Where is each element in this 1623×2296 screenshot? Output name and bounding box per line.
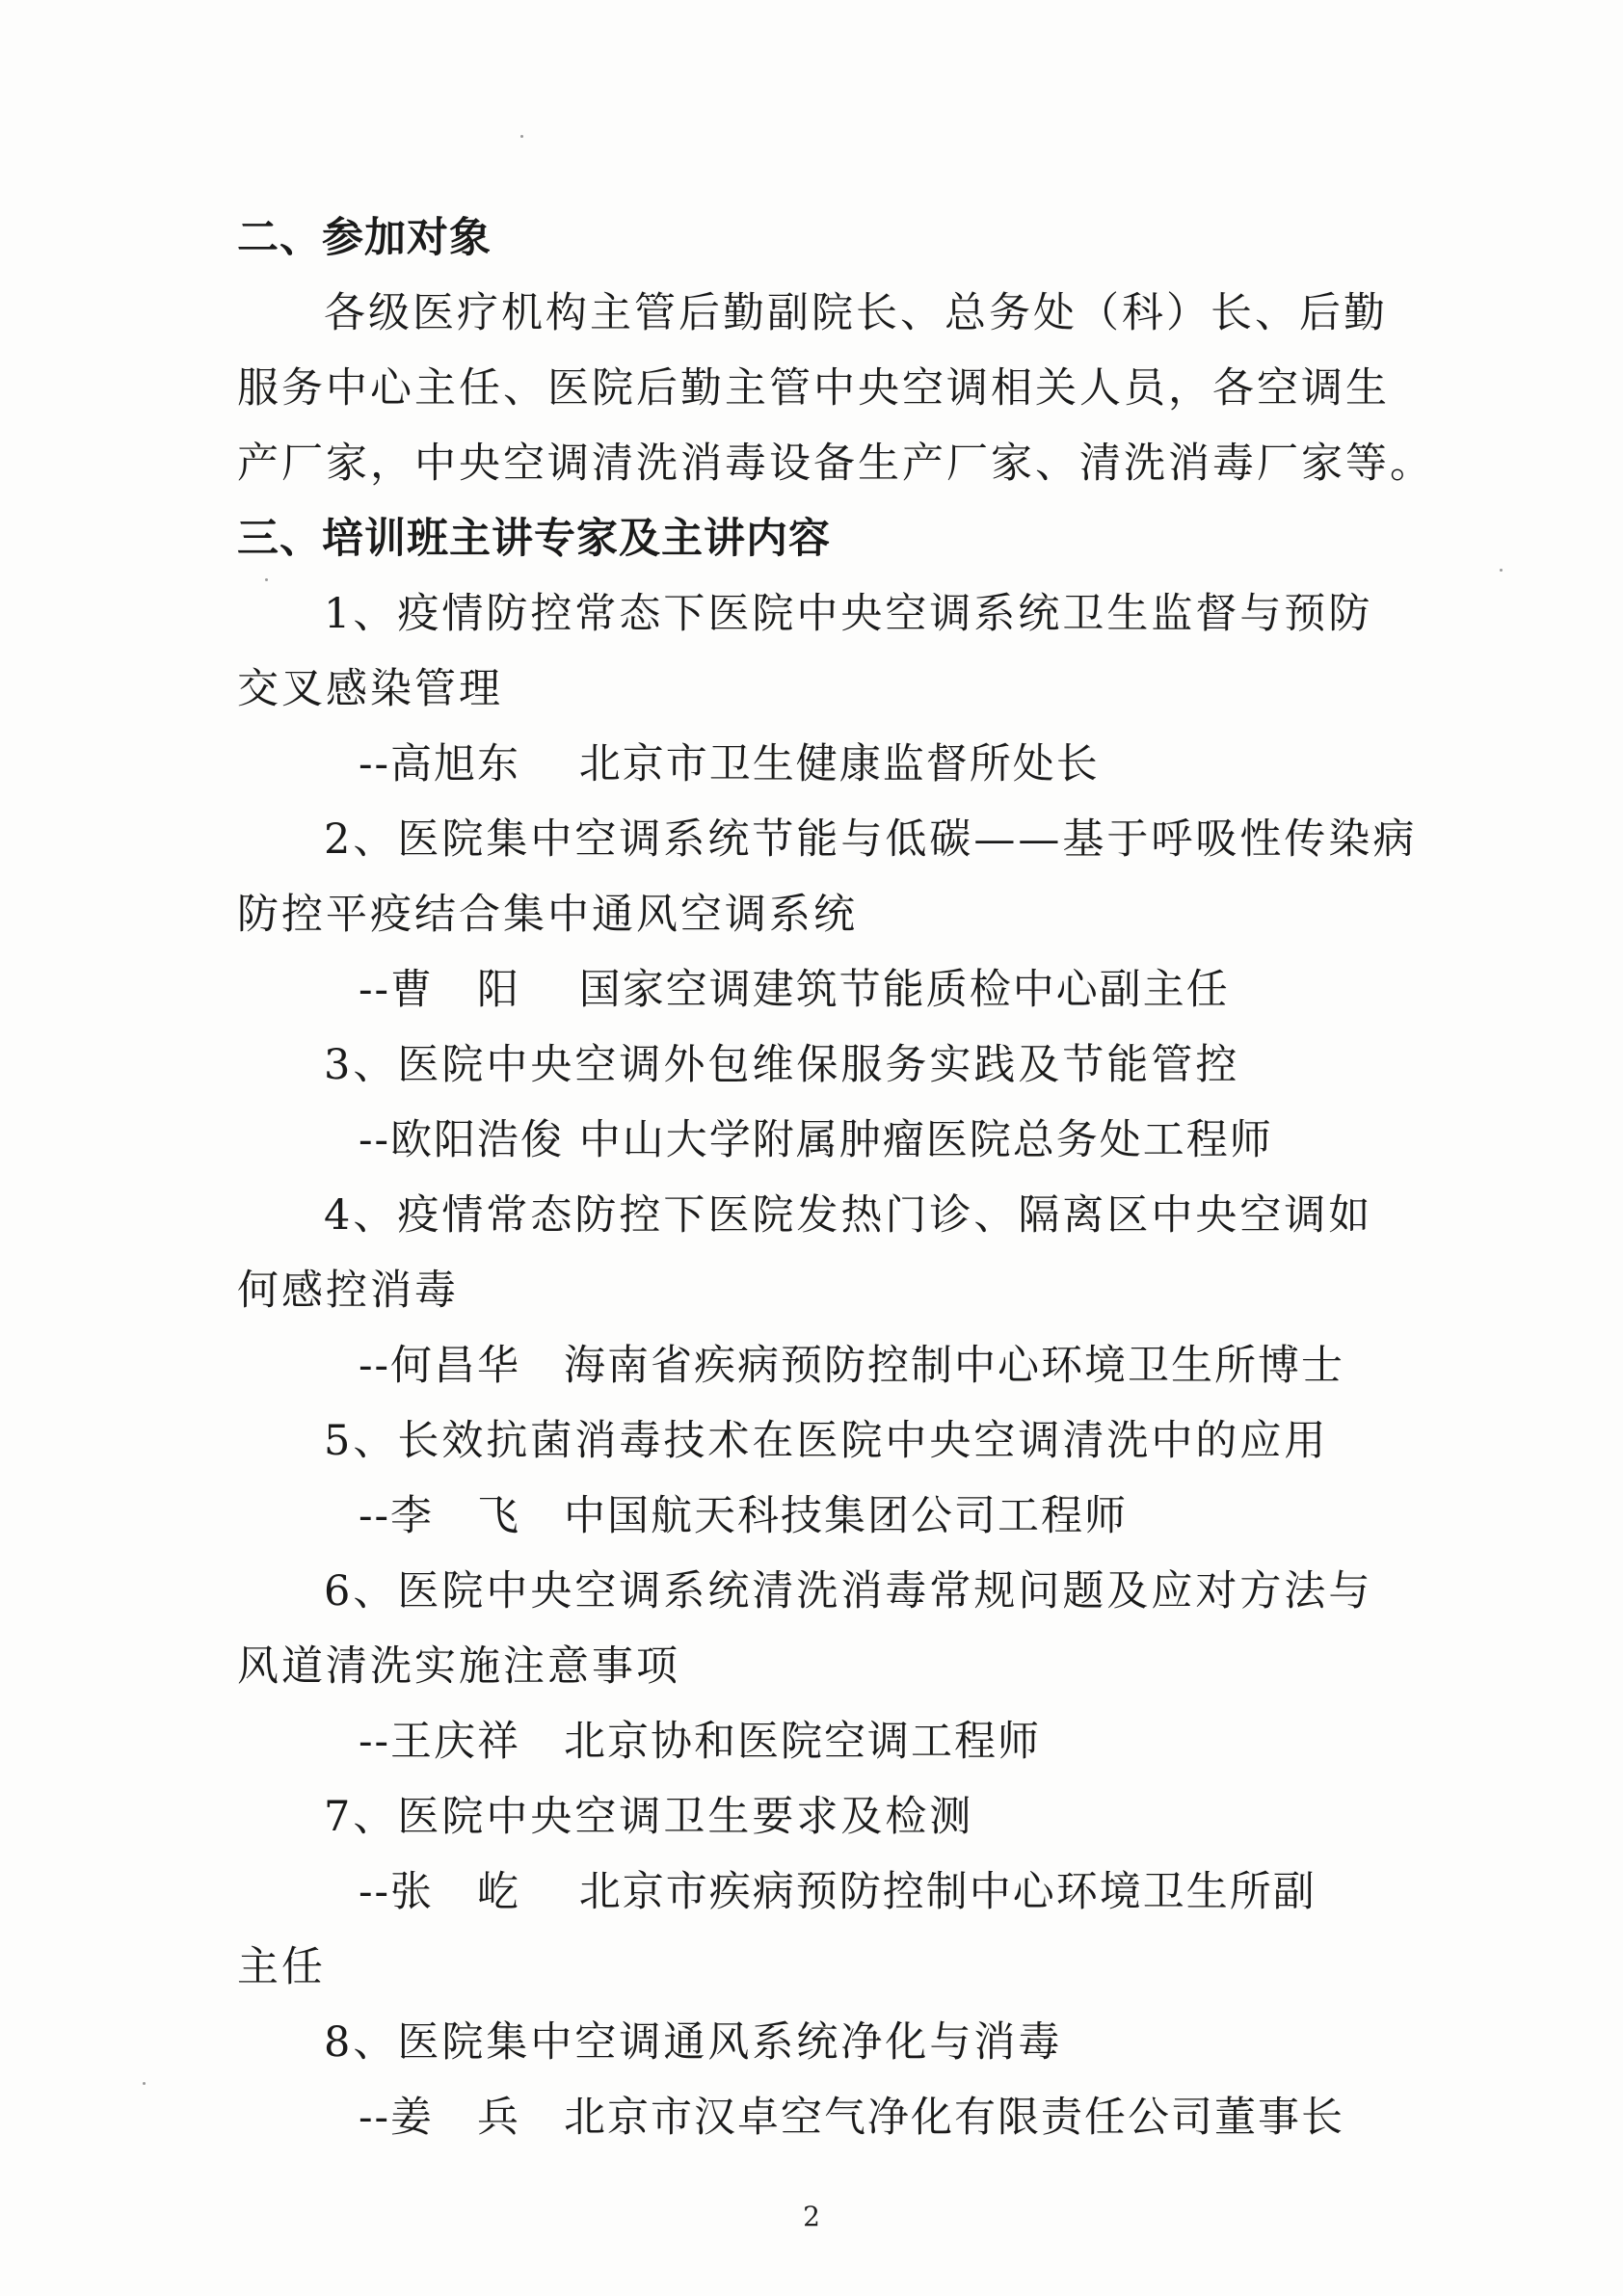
speaker-4: --何昌华 海南省疾病预防控制中心环境卫生所博士	[359, 1342, 1345, 1390]
section-heading-participants: 二、参加对象	[237, 214, 492, 262]
topic-2-line-2: 防控平疫结合集中通风空调系统	[237, 891, 858, 939]
topic-8-line-1: 8、医院集中空调通风系统净化与消毒	[324, 2018, 1063, 2067]
topic-3-line-1: 3、医院中央空调外包维保服务实践及节能管控	[324, 1041, 1240, 1089]
participants-line-3: 产厂家，中央空调清洗消毒设备生产厂家、清洗消毒厂家等。	[237, 440, 1434, 488]
topic-1-line-1: 1、疫情防控常态下医院中央空调系统卫生监督与预防	[324, 590, 1373, 638]
section-heading-speakers: 三、培训班主讲专家及主讲内容	[237, 515, 831, 563]
participants-line-1: 各级医疗机构主管后勤副院长、总务处（科）长、后勤	[324, 289, 1388, 337]
participants-line-2: 服务中心主任、医院后勤主管中央空调相关人员，各空调生	[237, 364, 1390, 413]
speaker-8: --姜 兵 北京市汉卓空气净化有限责任公司董事长	[359, 2094, 1345, 2142]
topic-1-line-2: 交叉感染管理	[237, 665, 503, 713]
topic-6-line-1: 6、医院中央空调系统清洗消毒常规问题及应对方法与	[324, 1567, 1373, 1615]
speaker-6: --王庆祥 北京协和医院空调工程师	[359, 1718, 1042, 1766]
scan-speck	[265, 578, 268, 581]
speaker-5: --李 飞 中国航天科技集团公司工程师	[359, 1492, 1129, 1540]
topic-4-line-1: 4、疫情常态防控下医院发热门诊、隔离区中央空调如	[324, 1191, 1373, 1240]
speaker-3: --欧阳浩俊 中山大学附属肿瘤医院总务处工程师	[359, 1116, 1273, 1164]
topic-2-line-1: 2、医院集中空调系统节能与低碳——基于呼吸性传染病	[324, 815, 1418, 864]
scan-speck	[143, 2082, 146, 2085]
speaker-1: --高旭东 北京市卫生健康监督所处长	[359, 740, 1100, 788]
topic-7-line-1: 7、医院中央空调卫生要求及检测	[324, 1793, 974, 1841]
page-number: 2	[803, 2201, 820, 2232]
speaker-7-continued: 主任	[237, 1943, 326, 1991]
scan-speck	[1500, 569, 1503, 572]
topic-4-line-2: 何感控消毒	[237, 1267, 459, 1315]
speaker-7: --张 屹 北京市疾病预防控制中心环境卫生所副	[359, 1868, 1317, 1916]
scan-speck	[520, 135, 523, 138]
speaker-2: --曹 阳 国家空调建筑节能质检中心副主任	[359, 966, 1230, 1014]
topic-6-line-2: 风道清洗实施注意事项	[237, 1642, 680, 1691]
topic-5-line-1: 5、长效抗菌消毒技术在医院中央空调清洗中的应用	[324, 1417, 1329, 1465]
